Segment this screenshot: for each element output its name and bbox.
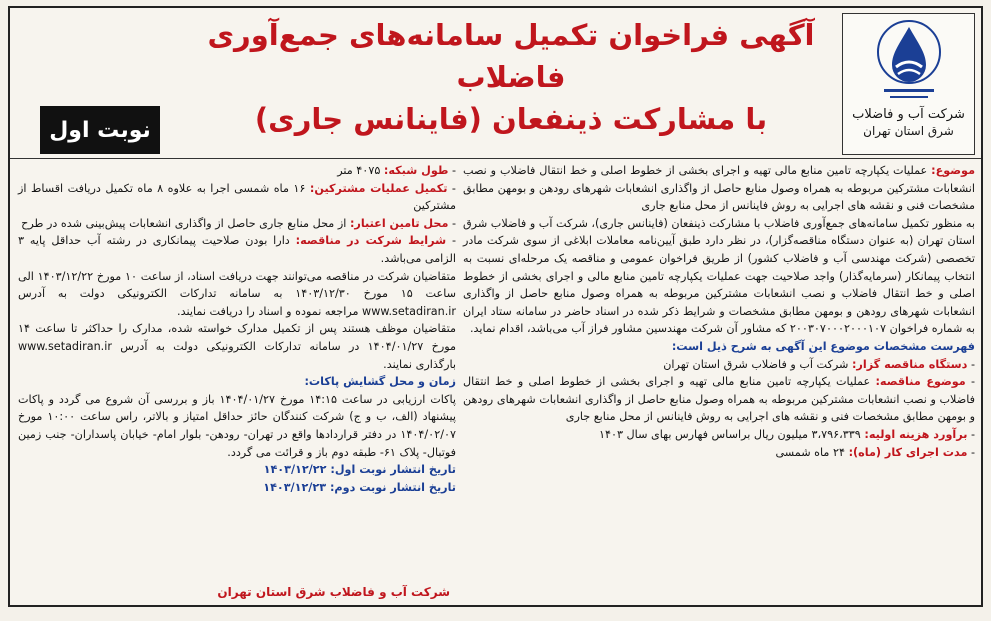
spec-label: دستگاه مناقصه گزار: [851, 357, 968, 371]
subject-paragraph [463, 162, 975, 215]
spec-item: - دستگاه مناقصه گزار: شرکت آب و فاضلاب شرق استان تهران [663, 357, 975, 371]
spec-item: - تکمیل عملیات مشترکین: ۱۶ ماه شمسی اجرا به علاوه ۸ ماه تکمیل دریافت اقساط از مشترکین [18, 181, 456, 213]
spec-text: ۳،۷۹۶،۳۳۹ میلیون ریال براساس فهارس بهای سال ۱۴۰۳ [598, 427, 861, 441]
spec-label: برآورد هزینه اولیه: [864, 427, 968, 441]
publish-value-2: ۱۴۰۳/۱۲/۲۳ [263, 480, 327, 494]
upload-paragraph: متقاضیان موظف هستند پس از تکمیل مدارک خواسته شده، مدارک را حداکثر تا ساعت ۱۴ مورخ ۱۴۰۴/۰۱/۲۷ در سامانه تدارکات الکترونیکی دولت به آدرس www.setadiran.ir بارگذاری نمایند. [18, 322, 456, 371]
right-column [463, 162, 975, 461]
opening-paragraph: پاکات ارزیابی در ساعت ۱۴:۱۵ مورخ ۱۴۰۴/۰۱/۲۷ باز و بررسی آن شروع می گردد و پاکات پیشنهاد (الف، ب و ج) شرکت کنندگان حائز حداقل امتیاز و بالاتر، راس ساعت ۱۰:۰۰ مورخ ۱۴۰۴/۰۲/۰۷ در دفتر قراردادها واقع در تهران- رودهن- بلوار امام- خیابان پاسداران- جنب زمین فوتبال- پلاک ۶۱- طبقه دوم باز و قرائت می گردد. [18, 392, 457, 459]
subject-text: عملیات یکپارچه تامین منابع مالی تهیه و اجرای بخشی از خطوط اصلی و خط انتقال فاضلاب و نصب انشعابات مشترکین مربوطه به همراه وصول منابع حاصل از واگذاری انشعابات شهرهای رودهن و بومهن مطابق مشخصات فنی و نقشه های اجرایی به روش فاینانس از محل منابع جاری [463, 164, 975, 213]
spec-text: ۱۶ ماه شمسی اجرا به علاوه ۸ ماه تکمیل دریافت اقساط از مشترکین [18, 181, 456, 213]
spec-text: ۴۰۷۵ متر [337, 164, 381, 177]
spec-label: طول شبکه: [383, 164, 449, 177]
spec-label: محل تامین اعتبار: [349, 216, 449, 230]
spec-text: دارا بودن صلاحیت پیمانکاری در رشته آب حداقل پایه ۳ الزامی می‌باشد. [18, 234, 456, 265]
spec-label: مدت اجرای کار (ماه): [848, 445, 968, 459]
water-drop-icon [874, 17, 944, 105]
publish-date-1 [18, 461, 456, 479]
spec-item: - موضوع مناقصه: عملیات یکپارچه تامین منابع مالی تهیه و اجرای بخشی از خطوط اصلی و خط انتقال فاضلاب و نصب انشعابات مشترکین مربوطه به همراه وصول منابع حاصل از واگذاری انشعابات شهرهای رودهن و بومهن مطابق مشخصات فنی و نقشه های اجرایی به روش فاینانس از محل منابع جاری [463, 375, 976, 424]
publish-value-1: ۱۴۰۳/۱۲/۲۲ [263, 463, 327, 477]
tender-notice [8, 6, 983, 607]
opening-label: زمان و محل گشایش پاکات: [304, 375, 456, 389]
spec-item: - طول شبکه: ۴۰۷۵ متر [337, 164, 456, 177]
title-line-1: آگهی فراخوان تکمیل سامانه‌های جمع‌آوری فاضلاب [207, 18, 815, 94]
footer-signature: شرکت آب و فاضلاب شرق استان تهران [217, 585, 450, 599]
spec-text: عملیات یکپارچه تامین منابع مالی تهیه و اجرای بخشی از خطوط اصلی و خط انتقال فاضلاب و نصب انشعابات مشترکین مربوطه به همراه وصول منابع حاصل از واگذاری انشعابات شهرهای رودهن و بومهن مطابق مشخصات فنی و نقشه های اجرایی به روش فاینانس از محل منابع جاری [463, 375, 975, 424]
header [10, 8, 981, 160]
company-logo-box [842, 13, 975, 155]
notice-title [191, 14, 831, 140]
left-column [18, 162, 456, 496]
spec-label: تکمیل عملیات مشترکین: [309, 181, 448, 195]
list-heading: فهرست مشخصات موضوع این آگهی به شرح ذیل است: [671, 339, 975, 353]
title-line-2: با مشارکت ذینفعان (فاینانس جاری) [254, 102, 768, 136]
documents-paragraph: متقاضیان شرکت در مناقصه می‌توانند جهت دریافت اسناد، از ساعت ۱۰ مورخ ۱۴۰۳/۱۲/۲۲ الی ساعت ۱۵ مورخ ۱۴۰۳/۱۲/۳۰ به سامانه تدارکات الکترونیکی دولت به آدرس www.setadiran.ir مراجعه نموده و اسناد را دریافت نمایند. [18, 269, 457, 318]
publish-label-1: تاریخ انتشار نوبت اول: [330, 463, 456, 477]
publish-date-2 [18, 479, 456, 497]
spec-text: از محل منابع جاری حاصل از واگذاری انشعابات پیش‌بینی شده در طرح [21, 216, 347, 230]
subject-label: موضوع: [931, 164, 975, 177]
spec-item: - مدت اجرای کار (ماه): ۲۴ ماه شمسی [775, 445, 975, 459]
publish-label-2: تاریخ انتشار نوبت دوم: [329, 480, 456, 494]
spec-label: شرایط شرکت در مناقصه: [295, 234, 447, 248]
spec-text: ۲۴ ماه شمسی [775, 445, 845, 459]
spec-item: - برآورد هزینه اولیه: ۳،۷۹۶،۳۳۹ میلیون ریال براساس فهارس بهای سال ۱۴۰۳ [598, 427, 975, 441]
company-name: شرکت آب و فاضلاب [852, 107, 965, 122]
spec-item: - شرایط شرکت در مناقصه: دارا بودن صلاحیت پیمانکاری در رشته آب حداقل پایه ۳ الزامی می‌باشد. [18, 234, 456, 265]
round-badge: نوبت اول [40, 106, 160, 154]
header-divider [10, 158, 981, 159]
company-sub: شرق استان تهران [863, 124, 954, 138]
body-paragraph: به منظور تکمیل سامانه‌های جمع‌آوری فاضلاب با مشارکت ذینفعان (فاینانس جاری)، شرکت آب و فاضلاب شرق استان تهران (به عنوان دستگاه مناقصه‌گزار)، در نظر دارد طبق آیین‌نامه معاملات ابلاغی از سوی شرکت مادر تخصصی (شرکت مهندسی آب و فاضلاب کشور) از طریق فراخوان عمومی و مناقصه یک مرحله‌ای نسبت به انتخاب پیمانکار (سرمایه‌گذار) واجد صلاحیت جهت عملیات یکپارچه تامین منابع مالی و اجرای بخشی از خطوط اصلی و خط انتقال فاضلاب و نصب انشعابات مشترکین مربوطه به همراه وصول منابع حاصل از واگذاری انشعابات شهرهای رودهن و بومهن مطابق مشخصات و شرایط ذکر شده در اسناد حاضر در سامانه ستاد ایران به شماره فراخوان ۲۰۰۳۰۷۰۰۰۲۰۰۰۱۰۷ که مشاور آن شرکت مهندسین مشاور فراز آب می‌باشد، اقدام نماید. [463, 216, 975, 336]
spec-label: موضوع مناقصه: [875, 375, 966, 389]
spec-text: شرکت آب و فاضلاب شرق استان تهران [663, 357, 849, 371]
spec-item: - محل تامین اعتبار: از محل منابع جاری حاصل از واگذاری انشعابات پیش‌بینی شده در طرح [21, 216, 456, 230]
